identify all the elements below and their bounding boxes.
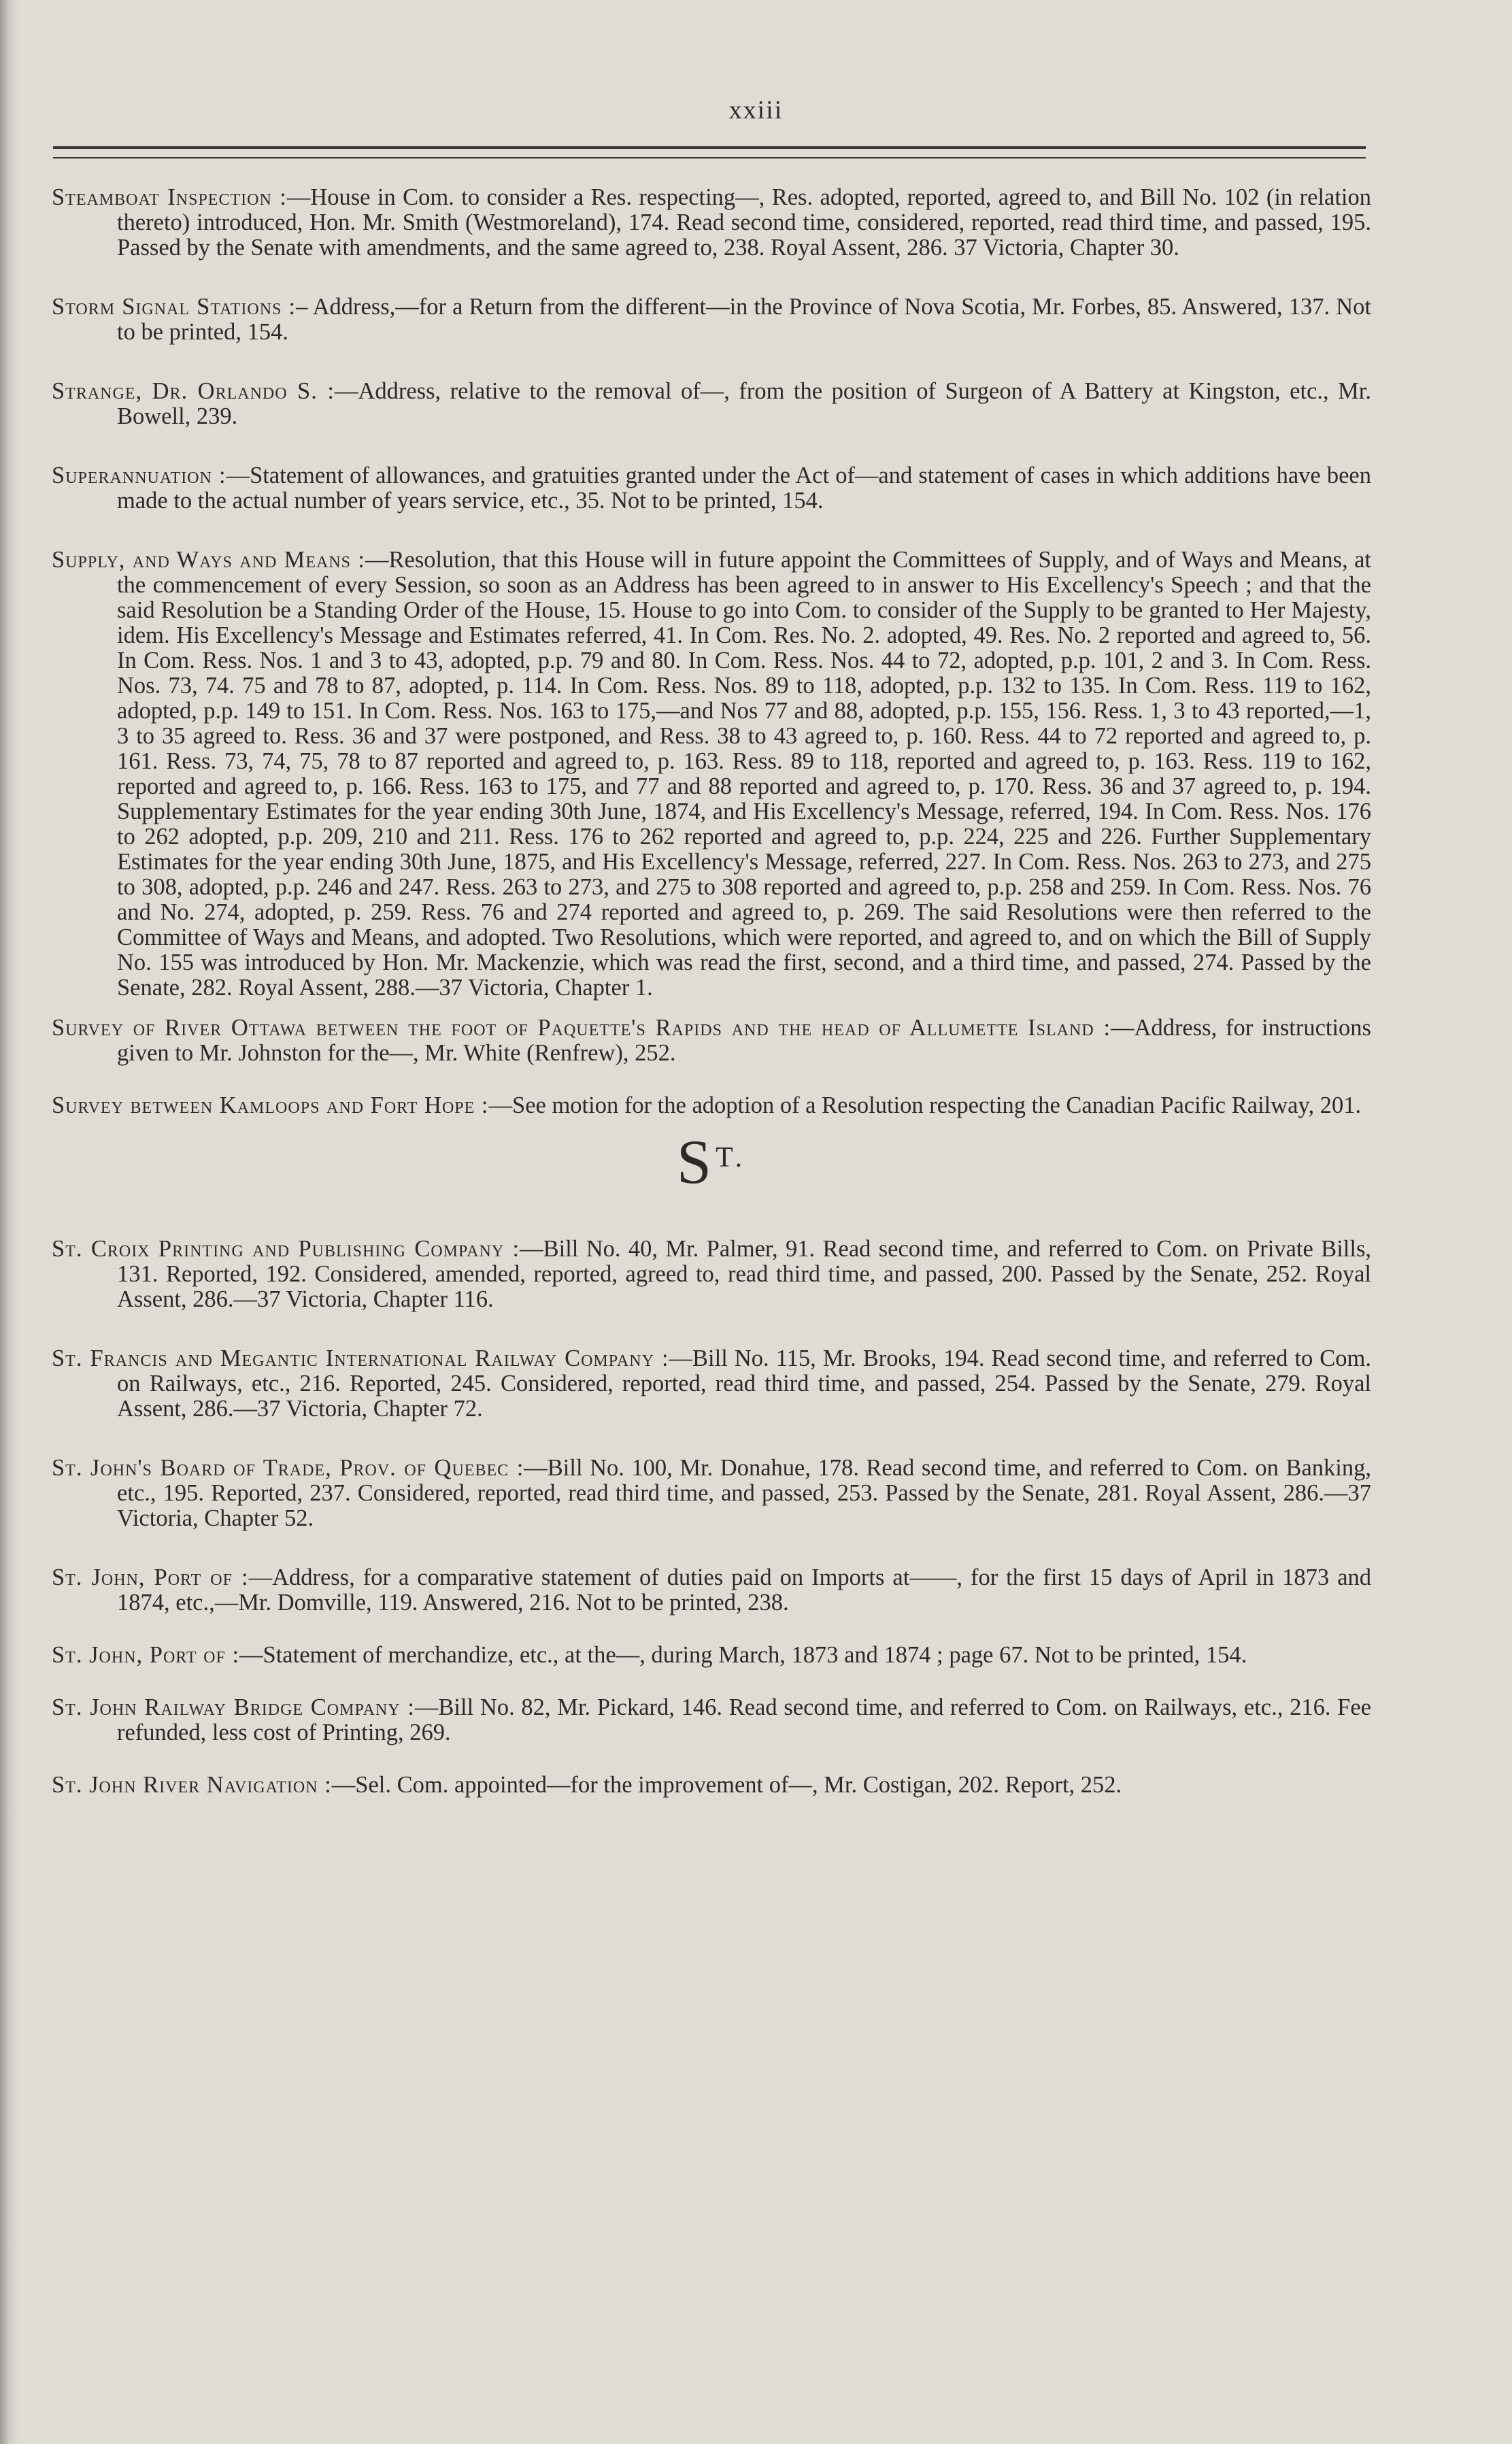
entry-text: —Bill No. 40, Mr. Palmer, 91. Read second time, and referred to Com. on Private Bills, 131. Reported, 192. Considered, amended, reported, agreed to, read third time, and passed, 200. Passed by the Senate, 252. Royal Assent, 286.—37 Victoria, Chapter 116. <box>117 1236 1372 1312</box>
entry-heading: St. John's Board of Trade, Prov. of Quebec : <box>52 1455 524 1481</box>
section-heading <box>52 1128 1371 1196</box>
entry-heading: St. Francis and Megantic International Railway Company : <box>52 1345 669 1371</box>
index-entry <box>52 185 1371 261</box>
entry-heading: St. John River Navigation : <box>52 1772 332 1798</box>
header-rule <box>53 146 1366 158</box>
index-entry <box>52 1237 1371 1312</box>
index-entry <box>52 548 1371 1001</box>
index-entry <box>52 1016 1371 1066</box>
entry-heading: St. John Railway Bridge Company : <box>52 1694 415 1720</box>
index-entry <box>52 1643 1371 1668</box>
index-entry <box>52 1346 1371 1422</box>
index-entry <box>52 463 1371 514</box>
section-letters: S <box>676 1127 716 1196</box>
entry-heading: Superannuation : <box>52 463 226 488</box>
entry-text: —Address, relative to the removal of—, from the position of Surgeon of A Battery at Kingston, etc., Mr. Bowell, 239. <box>117 378 1372 429</box>
entry-heading: Survey between Kamloops and Fort Hope : <box>52 1092 489 1118</box>
entry-heading: Storm Signal Stations : <box>52 294 297 320</box>
entry-text: —House in Com. to consider a Res. respecting—, Res. adopted, reported, agreed to, and Bill No. 102 (in relation thereto) introduced, Hon. Mr. Smith (Westmoreland), 174. Read second time, considered, reported, read third time, and passed, 195. Passed by the Senate with amendments, and the same agreed to, 238. Royal Assent, 286. 37 Victoria, Chapter 30. <box>117 184 1371 261</box>
entry-heading: St. John, Port of : <box>52 1564 249 1590</box>
index-entry <box>52 1565 1371 1616</box>
entry-text: —Bill No. 100, Mr. Donahue, 178. Read second time, and referred to Com. on Banking, etc., 195. Reported, 237. Considered, reported, read third time, and passed, 253. Passed by the Senate, 281. Royal Assent, 286.—37 Victoria, Chapter 52. <box>117 1455 1371 1531</box>
index-column <box>52 185 1371 1798</box>
index-entry <box>52 295 1371 345</box>
entry-text: —Statement of merchandize, etc., at the—, during March, 1873 and 1874 ; page 67. Not to be printed, 154. <box>239 1642 1247 1668</box>
entry-text: —Statement of allowances, and gratuities granted under the Act of—and statement of cases in which additions have been made to the actual number of years service, etc., 35. Not to be printed, 154. <box>117 463 1371 514</box>
index-entry <box>52 1695 1371 1745</box>
index-entry <box>52 1456 1371 1531</box>
entry-heading: St. Croix Printing and Publishing Company : <box>52 1236 520 1262</box>
entry-heading: Survey of River Ottawa between the foot of Paquette's Rapids and the head of Allumette Island : <box>52 1015 1111 1041</box>
index-entry <box>52 379 1371 429</box>
entry-text: —Bill No. 82, Mr. Pickard, 146. Read second time, and referred to Com. on Railways, etc., 216. Fee refunded, less cost of Printing, 269. <box>117 1694 1371 1745</box>
entry-text: —See motion for the adoption of a Resolution respecting the Canadian Pacific Railway, 201. <box>488 1092 1362 1118</box>
entry-heading: St. John, Port of : <box>52 1642 240 1668</box>
entry-text: —Address, for instructions given to Mr. Johnston for the—, Mr. White (Renfrew), 252. <box>117 1015 1371 1066</box>
entry-text: —Bill No. 115, Mr. Brooks, 194. Read second time, and referred to Com. on Railways, etc., 216. Reported, 245. Considered, reported, read third time, and passed, 254. Passed by the Senate, 279. Royal Assent, 286.—37 Victoria, Chapter 72. <box>117 1345 1371 1422</box>
index-entry <box>52 1773 1371 1798</box>
entry-heading: Strange, Dr. Orlando S. : <box>52 378 335 404</box>
entry-heading: Steamboat Inspection : <box>52 184 287 210</box>
entry-text: —Address, for a comparative statement of duties paid on Imports at——, for the first 15 days of April in 1873 and 1874, etc.,—Mr. Domville, 119. Answered, 216. Not to be printed, 238. <box>117 1564 1372 1616</box>
entry-text: – Address,—for a Return from the different—in the Province of Nova Scotia, Mr. Forbes, 85. Answered, 137. Not to be printed, 154. <box>117 294 1371 345</box>
entry-text: —Resolution, that this House will in future appoint the Committees of Supply, and of Ways and Means, at the commencement of every Session, so soon as an Address has been agreed to in answer to His Excellency's Speech ; and that the said Resolution be a Standing Order of the House, 15. House to go into Com. to consider of the Supply to be granted to Her Majesty, idem. His Excellency's Message and Estimates referred, 41. In Com. Res. No. 2. adopted, 49. Res. No. 2 reported and agreed to, 56. In Com. Ress. Nos. 1 and 3 to 43, adopted, p.p. 79 and 80. In Com. Ress. Nos. 44 to 72, adopted, p.p. 101, 2 and 3. In Com. Ress. Nos. 73, 74. 75 and 78 to 87, adopted, p. 114. In Com. Ress. Nos. 89 to 118, adopted, p.p. 132 to 135. In Com. Ress. 119 to 162, adopted, p.p. 149 to 151. In Com. Ress. Nos. 163 to 175,—and Nos 77 and 88, adopted, p.p. 155, 156. Ress. 1, 3 to 43 reported,—1, 3 to 35 agreed to. Ress. 36 and 37 were postponed, and Ress. 38 to 43 agreed to, p. 160. Ress. 44 to 72 reported and agreed to, p. 161. Ress. 73, 74, 75, 78 to 87 reported and agreed to, p. 163. Ress. 89 to 118, reported and agreed to, p. 163. Ress. 119 to 162, reported and agreed to, p. 166. Ress. 163 to 175, and 77 and 88 reported and agreed to, p. 170. Ress. 36 and 37 agreed to, p. 194. Supplementary Estimates for the year ending 30th June, 1874, and His Excellency's Message, referred, 194. In Com. Ress. Nos. 176 to 262 adopted, p.p. 209, 210 and 211. Ress. 176 to 262 reported and agreed to, p.p. 224, 225 and 226. Further Supplementary Estimates for the year ending 30th June, 1875, and His Excellency's Message, referred, 227. In Com. Ress. Nos. 263 to 273, and 275 to 308, adopted, p.p. 246 and 247. Ress. 263 to 273, and 275 to 308 reported and agreed to, p.p. 258 and 259. In Com. Ress. Nos. 76 and No. 274, adopted, p. 259. Ress. 76 and 274 reported and agreed to, p. 269. The said Resolutions were then referred to the Committee of Ways and Means, and adopted. Two Resolutions, which were reported, and agreed to, and on which the Bill of Supply No. 155 was introduced by Hon. Mr. Mackenzie, which was read the first, second, and a third time, and passed, 274. Passed by the Senate, 282. Royal Assent, 288.—37 Victoria, Chapter 1. <box>117 547 1371 1001</box>
section-superscript: T. <box>716 1142 747 1173</box>
entry-heading: Supply, and Ways and Means : <box>52 547 365 573</box>
entry-text: —Sel. Com. appointed—for the improvement of—, Mr. Costigan, 202. Report, 252. <box>331 1772 1122 1798</box>
index-entry <box>52 1093 1371 1118</box>
page-number: xxiii <box>728 96 784 124</box>
